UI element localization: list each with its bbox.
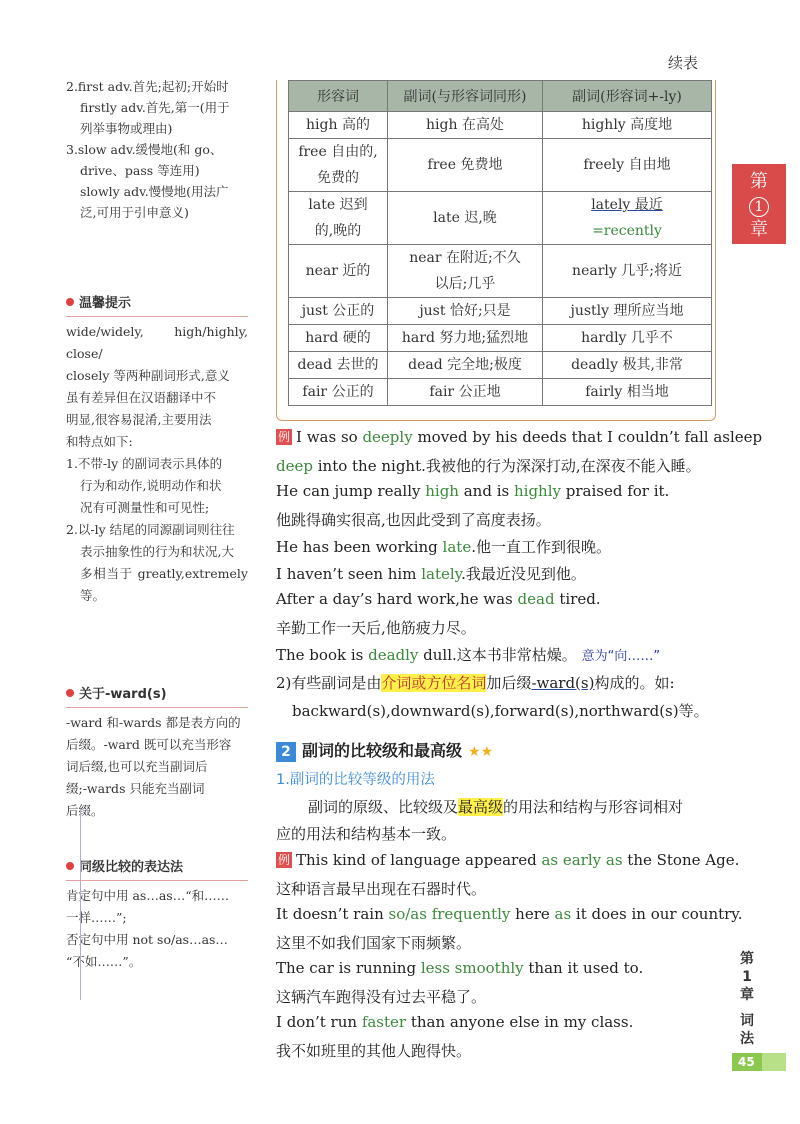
example-line: I don’t run faster than anyone else in my class. <box>276 1013 634 1031</box>
section-heading <box>276 738 716 762</box>
sidebar-word-list <box>66 76 246 223</box>
tip-title: 温馨提示 <box>66 294 248 314</box>
tip-line: 1.不带-ly 的副词表示具体的 <box>66 456 223 471</box>
sidebar-list-line: 泛,可用于引申意义) <box>80 205 189 220</box>
example-marker-icon: 例 <box>277 853 290 867</box>
tip-line: 多相当于 greatly,extremely 等。 <box>80 566 248 603</box>
vertical-chapter-label <box>738 950 756 1048</box>
table-cell: hardly 几乎不 <box>543 325 712 352</box>
tip-body <box>66 712 248 822</box>
tip-line: 词后缀,也可以充当副词后 <box>66 759 208 774</box>
table-cell: dead 去世的 <box>289 352 388 379</box>
table-cell: hard 努力地;猛烈地 <box>388 325 543 352</box>
page-number: 45 <box>732 1053 762 1071</box>
chapter-char: 词 <box>740 1013 754 1029</box>
table-cell: justly 理所应当地 <box>543 298 712 325</box>
chapter-char: 第 <box>740 951 754 967</box>
example-line: 这辆汽车跑得没有过去平稳了。 <box>276 988 487 1006</box>
handwritten-note: 意为“向……” <box>581 649 661 664</box>
table-cell: high 在高处 <box>388 112 543 139</box>
example-line: He has been working late.他一直工作到很晚。 <box>276 538 611 556</box>
paragraph-line: 应的用法和结构基本一致。 <box>276 825 457 843</box>
lately-cell-text: lately 最近 <box>591 197 663 213</box>
example-line: The book is deadly dull.这本书非常枯燥。 意为“向……” <box>276 646 661 664</box>
table-cell: deadly 极其,非常 <box>543 352 712 379</box>
table-header: 形容词 <box>289 81 388 112</box>
section-paragraph <box>276 796 716 856</box>
tip-body <box>66 321 248 607</box>
table-cell: free 自由的, 免费的 <box>289 139 388 192</box>
table-cell: fairly 相当地 <box>543 379 712 406</box>
tip-line: 后缀。 <box>66 803 104 818</box>
tip-line: 和特点如下: <box>66 434 133 449</box>
table-cell: late 迟到 的,晚的 <box>289 192 388 245</box>
table-cell: nearly 几乎;将近 <box>543 245 712 298</box>
example-line: 这种语言最早出现在石器时代。 <box>276 880 487 898</box>
example-line: He can jump really high and is highly praised for it. <box>276 482 670 500</box>
tip-line: 缀;-wards 只能充当副词 <box>66 781 205 796</box>
example-line: 我不如班里的其他人跑得快。 <box>276 1042 472 1060</box>
tip-line: 行为和动作,说明动作和状 <box>80 478 222 493</box>
tip-line: 肯定句中用 as…as…“和…… <box>66 888 230 903</box>
tip-title: 关于-ward(s) <box>66 685 248 705</box>
bullet-dot-icon <box>66 689 74 697</box>
table-cell: fair 公正的 <box>289 379 388 406</box>
tip-box-warm-reminder <box>66 294 248 607</box>
example-line: It doesn’t rain so/as frequently here as it does in our country. <box>276 905 743 923</box>
tip-line: 表示抽象性的行为和状况,大 <box>80 544 234 559</box>
sidebar-list-line: firstly adv.首先,第一(用于 <box>80 100 230 115</box>
table-cell: high 高的 <box>289 112 388 139</box>
table-frame <box>276 80 716 421</box>
difficulty-stars-icon: ★★ <box>468 744 494 760</box>
tip-line: wide/widely, high/highly, close/ <box>66 324 248 361</box>
chapter-tab-text: 章 <box>750 219 768 240</box>
continued-label: 续表 <box>668 54 699 72</box>
pen-mark <box>80 810 87 1000</box>
tip-line: “不如……”。 <box>66 954 142 969</box>
tip-box-ward-suffix <box>66 685 248 822</box>
table-cell: just 恰好;只是 <box>388 298 543 325</box>
example-line: 他跳得确实很高,也因此受到了高度表扬。 <box>276 511 551 529</box>
tip-line: closely 等两种副词形式,意义 <box>66 368 230 383</box>
chapter-tab[interactable] <box>732 164 786 244</box>
tip-line: 况有可测量性和可见性; <box>80 500 210 515</box>
sidebar-list-line: 列举事物或理由) <box>80 121 173 136</box>
chapter-char: 1 <box>742 969 752 985</box>
sidebar-list-line: slowly adv.慢慢地(用法广 <box>80 184 229 199</box>
subsection-title: 1.副词的比较等级的用法 <box>276 772 435 788</box>
paragraph-line: 副词的原级、比较级及最高级的用法和结构与形容词相对 <box>308 798 684 816</box>
chapter-char: 法 <box>740 1031 754 1047</box>
example-line: 例 This kind of language appeared as early as the Stone Age. <box>277 851 740 869</box>
table-cell: fair 公正地 <box>388 379 543 406</box>
table-cell: late 迟,晚 <box>388 192 543 245</box>
table-cell: dead 完全地;极度 <box>388 352 543 379</box>
example-line: backward(s),downward(s),forward(s),northward(s)等。 <box>292 702 709 720</box>
tip-line: 虽有差异但在汉语翻译中不 <box>66 390 217 405</box>
tip-line: 一样……”; <box>66 910 127 925</box>
rule-line: 2)有些副词是由介词或方位名词加后缀-ward(s)构成的。如: <box>276 674 675 692</box>
tip-box-equal-comparison <box>66 858 248 973</box>
tip-line: 后缀。-ward 既可以充当形容 <box>66 737 232 752</box>
recently-note: =recently <box>592 223 662 239</box>
example-line: The car is running less smoothly than it used to. <box>276 959 644 977</box>
example-line: deep into the night.我被他的行为深深打动,在深夜不能入睡。 <box>276 457 701 475</box>
chapter-tab-text: 第 <box>750 171 768 192</box>
sidebar-list-line: 2.first adv.首先;起初;开始时 <box>66 79 229 94</box>
tip-title: 同级比较的表达法 <box>66 858 248 878</box>
sidebar-list-line: 3.slow adv.缓慢地(和 go、 <box>66 142 223 157</box>
tip-body <box>66 885 248 973</box>
table-cell: highly 高度地 <box>543 112 712 139</box>
bullet-dot-icon <box>66 298 74 306</box>
chapter-char: 章 <box>740 987 754 1003</box>
table-cell: near 在附近;不久 以后;几乎 <box>388 245 543 298</box>
tip-line: 明显,很容易混淆,主要用法 <box>66 412 212 427</box>
tip-line: 2.以-ly 结尾的同源副词则往往 <box>66 522 235 537</box>
example-line: After a day’s hard work,he was dead tired. <box>276 590 601 608</box>
table-cell: just 公正的 <box>289 298 388 325</box>
example-line: I haven’t seen him lately.我最近没见到他。 <box>276 565 586 583</box>
divider <box>66 880 248 881</box>
examples-block-2 <box>276 851 743 1071</box>
bullet-dot-icon <box>66 862 74 870</box>
example-line: 例 I was so deeply moved by his deeds that I couldn’t fall asleep <box>277 428 763 446</box>
table-cell: near 近的 <box>289 245 388 298</box>
table-cell: free 免费地 <box>388 139 543 192</box>
section-title: 副词的比较级和最高级 <box>302 741 463 760</box>
table-cell: freely 自由地 <box>543 139 712 192</box>
tip-line: 否定句中用 not so/as…as… <box>66 932 228 947</box>
examples-block-1 <box>276 428 763 728</box>
divider <box>66 707 248 708</box>
table-header: 副词(形容词+-ly) <box>543 81 712 112</box>
section-number-badge: 2 <box>276 742 296 762</box>
adverb-table-container <box>276 80 714 406</box>
example-marker-icon: 例 <box>277 430 290 444</box>
table-header: 副词(与形容词同形) <box>388 81 543 112</box>
sidebar-list-line: drive、pass 等连用) <box>80 163 200 178</box>
table-cell: hard 硬的 <box>289 325 388 352</box>
example-line: 这里不如我们国家下雨频繁。 <box>276 934 472 952</box>
chapter-number-icon: 1 <box>749 197 769 217</box>
divider <box>66 316 248 317</box>
example-line: 辛勤工作一天后,他筋疲力尽。 <box>276 619 476 637</box>
tip-line: -ward 和-wards 都是表方向的 <box>66 715 241 730</box>
